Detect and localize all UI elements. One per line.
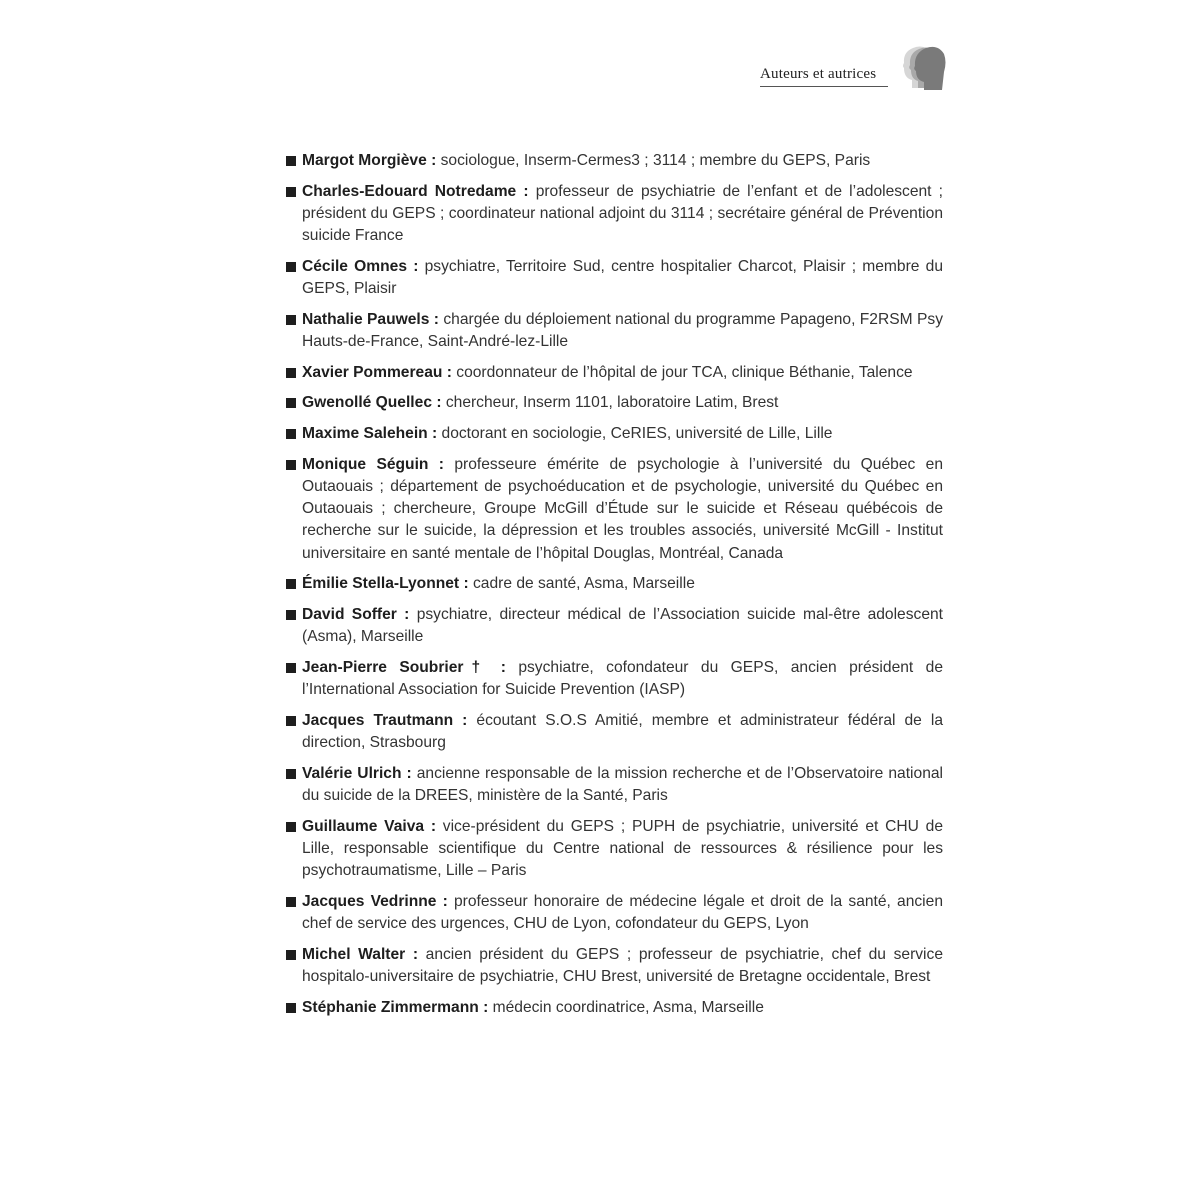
author-entry: [285, 423, 943, 445]
author-description: sociologue, Inserm-Cermes3 ; 3114 ; membre du GEPS, Paris: [436, 152, 871, 169]
author-name: Guillaume Vaiva :: [302, 817, 437, 835]
author-description: médecin coordinatrice, Asma, Marseille: [488, 998, 764, 1016]
author-name: Jean-Pierre Soubrier† :: [302, 658, 506, 676]
author-entry: [285, 150, 943, 172]
author-entry: [285, 604, 943, 648]
author-entry: [285, 710, 943, 754]
author-description: doctorant en sociologie, CeRIES, université de Lille, Lille: [437, 425, 833, 443]
author-description: ancienne responsable de la mission recherche et de l’Observatoire national du suicide de la DREES, ministère de la Santé, Paris: [302, 764, 943, 804]
square-bullet-icon: [286, 187, 296, 197]
square-bullet-icon: [286, 663, 296, 673]
author-entry: [285, 891, 943, 935]
author-name: David Soffer :: [302, 605, 410, 623]
author-name: Nathalie Pauwels :: [302, 310, 440, 328]
square-bullet-icon: [286, 156, 296, 166]
square-bullet-icon: [286, 398, 296, 408]
author-name: Émilie Stella-Lyonnet :: [302, 575, 469, 593]
square-bullet-icon: [286, 716, 296, 726]
author-name: Jacques Trautmann :: [302, 711, 468, 729]
author-entry: [285, 392, 943, 414]
square-bullet-icon: [286, 1003, 296, 1013]
author-description: professeure émérite de psychologie à l’université du Québec en Outaouais ; département de psychoéducation et de psychologie, université du Québec en Outaouais ; chercheure, Groupe McGill d’Étude sur le suicide et Réseau québécois de recherche sur le suicide, la dépression et les troubles associés, université McGill - Institut universitaire en santé mentale de l’hôpital Douglas, Montréal, Canada: [302, 455, 944, 562]
square-bullet-icon: [286, 950, 296, 960]
author-entry: [285, 454, 943, 565]
author-name: Margot Morgiève :: [302, 152, 437, 169]
header-title: Auteurs et autrices: [760, 66, 877, 82]
author-name: Valérie Ulrich :: [302, 764, 412, 782]
author-description: psychiatre, cofondateur du GEPS, ancien président de l’International Association for Suicide Prevention (IASP): [302, 658, 944, 699]
author-entry: [285, 181, 943, 248]
profile-heads-icon: [898, 44, 946, 90]
author-entry: [285, 362, 943, 384]
author-entry: [285, 657, 943, 701]
author-entry: [285, 816, 943, 883]
author-description: professeur de psychiatrie de l’enfant et de l’adolescent ; président du GEPS ; coordinateur national adjoint du 3114 ; secrétaire général de Prévention suicide France: [302, 182, 943, 245]
author-name: Gwenollé Quellec :: [302, 394, 442, 412]
running-header: [760, 66, 888, 87]
author-description: coordonnateur de l’hôpital de jour TCA, clinique Béthanie, Talence: [451, 363, 913, 381]
author-description: chercheur, Inserm 1101, laboratoire Latim, Brest: [441, 394, 779, 412]
author-name: Cécile Omnes :: [302, 257, 419, 275]
author-list: [285, 150, 943, 1027]
square-bullet-icon: [286, 822, 296, 832]
author-entry: [285, 763, 943, 807]
author-entry: [285, 944, 943, 988]
square-bullet-icon: [286, 315, 296, 325]
author-description: vice-président du GEPS ; PUPH de psychiatrie, université et CHU de Lille, responsable scientifique du Centre national de ressources & résilience pour les psychotraumatisme, Lille – Paris: [302, 817, 943, 879]
author-entry: [285, 309, 943, 353]
author-description: écoutant S.O.S Amitié, membre et administrateur fédéral de la direction, Strasbourg: [302, 711, 943, 751]
author-description: professeur honoraire de médecine légale et droit de la santé, ancien chef de service des urgences, CHU de Lyon, cofondateur du GEPS, Lyon: [302, 892, 943, 932]
square-bullet-icon: [286, 460, 296, 470]
author-entry: [285, 997, 943, 1019]
author-name: Charles-Edouard Notredame :: [302, 182, 529, 200]
square-bullet-icon: [286, 429, 296, 439]
author-name: Maxime Salehein :: [302, 425, 438, 443]
author-description: cadre de santé, Asma, Marseille: [468, 575, 695, 593]
author-name: Xavier Pommereau :: [302, 363, 452, 381]
author-description: chargée du déploiement national du programme Papageno, F2RSM Psy Hauts-de-France, Saint-André-lez-Lille: [302, 310, 943, 350]
author-description: ancien président du GEPS ; professeur de psychiatrie, chef du service hospitalo-universitaire de psychiatrie, CHU Brest, université de Bretagne occidentale, Brest: [302, 945, 943, 985]
square-bullet-icon: [286, 579, 296, 589]
author-name: Jacques Vedrinne :: [302, 892, 448, 910]
author-description: psychiatre, Territoire Sud, centre hospitalier Charcot, Plaisir ; membre du GEPS, Plaisir: [302, 257, 943, 298]
author-entry: [285, 573, 943, 595]
square-bullet-icon: [286, 262, 296, 272]
author-entry: [285, 256, 943, 300]
author-description: psychiatre, directeur médical de l’Association suicide mal-être adolescent (Asma), Marseille: [302, 605, 943, 646]
square-bullet-icon: [286, 368, 296, 378]
author-name: Monique Séguin :: [302, 455, 445, 473]
square-bullet-icon: [286, 610, 296, 620]
square-bullet-icon: [286, 769, 296, 779]
author-name: Stéphanie Zimmermann :: [302, 998, 489, 1016]
square-bullet-icon: [286, 897, 296, 907]
author-name: Michel Walter :: [302, 945, 419, 963]
